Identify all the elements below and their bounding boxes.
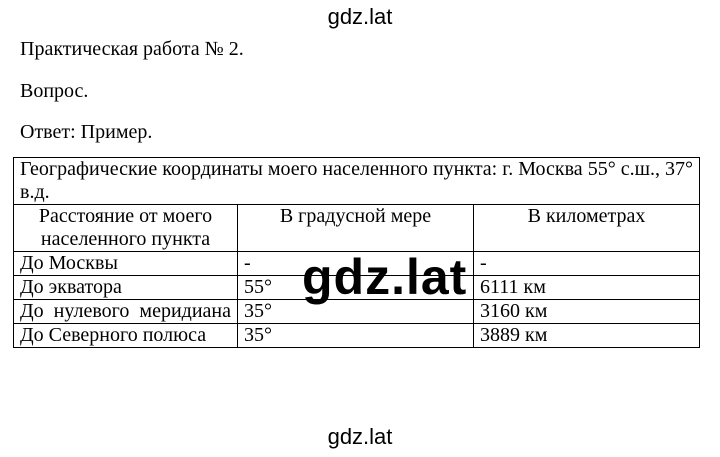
header-kilometers: В километрах (474, 205, 700, 252)
row-kilometers: 3160 км (474, 300, 700, 324)
row-kilometers: 6111 км (474, 276, 700, 300)
row-degrees: - (238, 252, 474, 276)
table-caption: Географические координаты моего населенного пункта: г. Москва 55° с.ш., 37° в.д. (14, 158, 700, 205)
watermark-center: gdz.lat (302, 249, 468, 305)
row-degrees: 35° (238, 324, 474, 348)
practical-work-title: Практическая работа № 2. (20, 38, 244, 60)
watermark-bottom: gdz.lat (327, 424, 393, 449)
row-kilometers: 3889 км (474, 324, 700, 348)
table-row (14, 300, 700, 324)
table-row (14, 324, 700, 348)
row-degrees: 35° (238, 300, 474, 324)
row-label: До нулевого меридиана (14, 300, 238, 324)
header-degrees: В градусной мере (238, 205, 474, 252)
row-label: До экватора (14, 276, 238, 300)
watermark-top: gdz.lat (327, 4, 393, 29)
row-degrees: 55° (238, 276, 474, 300)
header-distance: Расстояние от моего населенного пункта (14, 205, 238, 252)
coordinates-table (13, 157, 700, 348)
row-kilometers: - (474, 252, 700, 276)
row-label: До Москвы (14, 252, 238, 276)
table-row (14, 276, 700, 300)
row-label: До Северного полюса (14, 324, 238, 348)
answer-label: Ответ: Пример. (20, 121, 153, 143)
table-caption-row (14, 158, 700, 205)
table-row (14, 252, 700, 276)
question-label: Вопрос. (20, 80, 89, 102)
table-header-row (14, 205, 700, 252)
